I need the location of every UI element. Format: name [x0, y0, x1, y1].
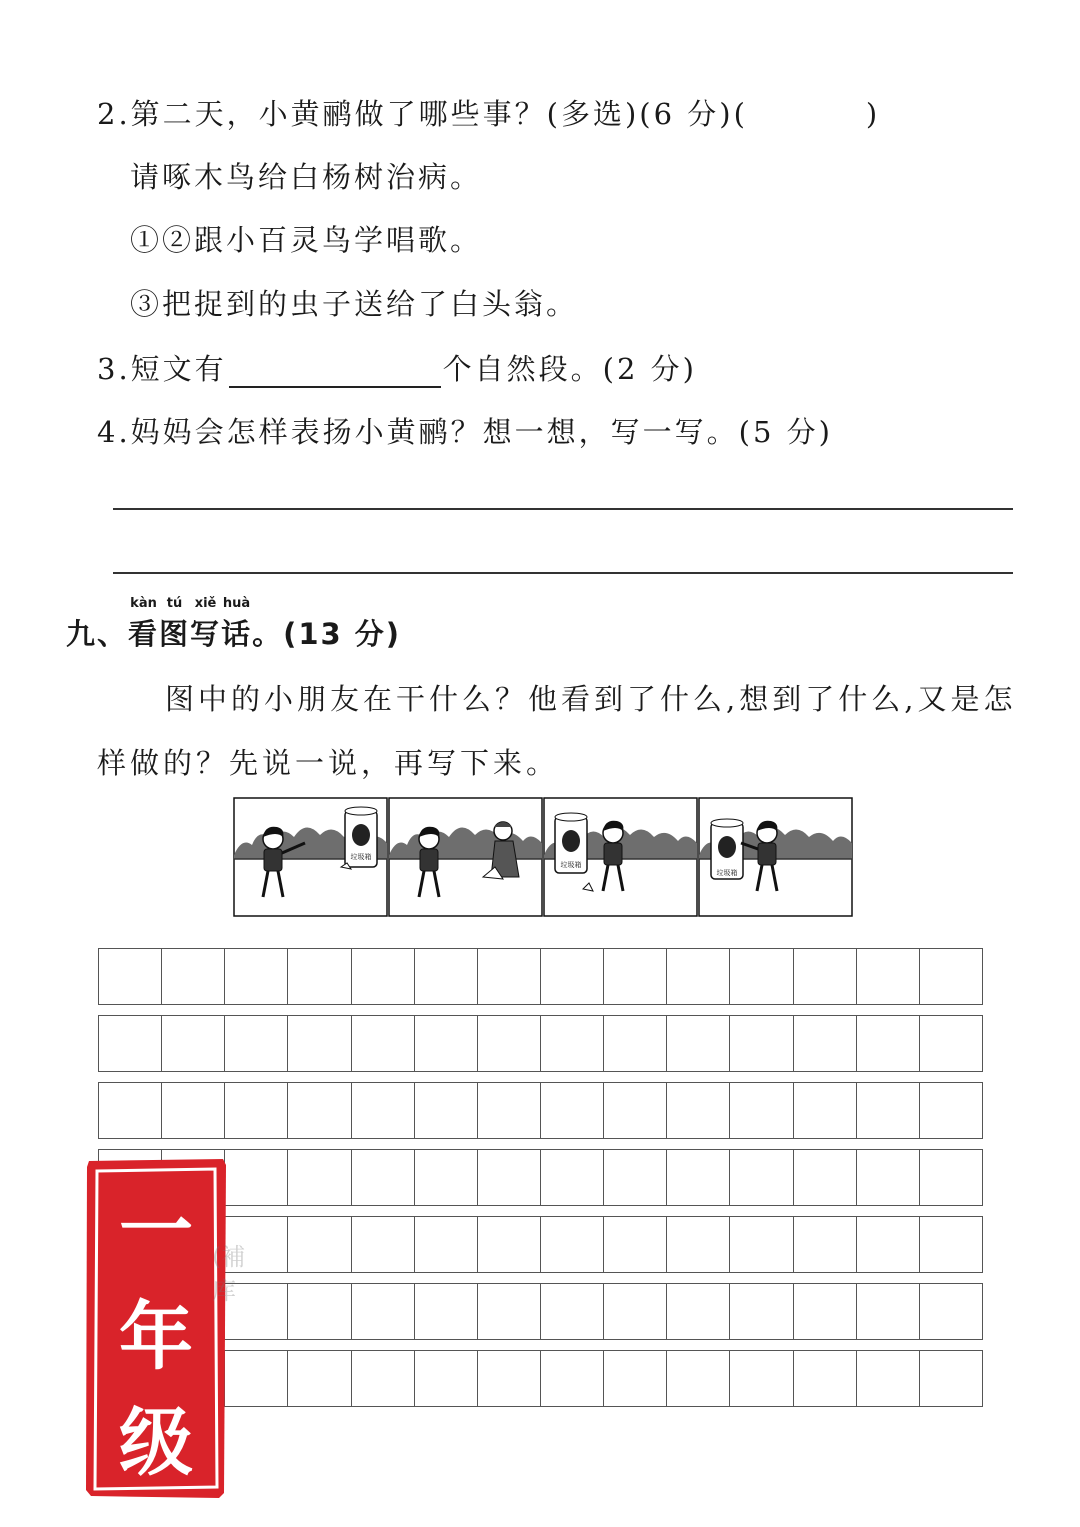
grid-cell[interactable]: [288, 1351, 351, 1406]
grid-cell[interactable]: [920, 1351, 982, 1406]
section-9-prefix: 九、: [66, 617, 129, 651]
seal-char-3: 级: [119, 1400, 193, 1486]
grid-cell[interactable]: [162, 949, 225, 1004]
prompt-line-1: 图中的小朋友在干什么？他看到了什么,想到了什么,又是怎: [165, 682, 1017, 716]
grid-cell[interactable]: [604, 1016, 667, 1071]
grid-cell[interactable]: [415, 1284, 478, 1339]
question-2: [97, 92, 880, 133]
answer-line-2[interactable]: [113, 572, 1013, 574]
seal-char-1: 一: [119, 1188, 193, 1274]
option-1: 请啄木鸟给白杨树治病。: [130, 160, 483, 194]
grid-cell[interactable]: [352, 1351, 415, 1406]
comic-panel-2: [389, 798, 542, 916]
grid-cell[interactable]: [857, 1284, 920, 1339]
grid-cell[interactable]: [604, 1351, 667, 1406]
grid-cell[interactable]: [225, 949, 288, 1004]
grid-cell[interactable]: [478, 1351, 541, 1406]
question-3: [97, 347, 697, 388]
grid-cell[interactable]: [415, 1083, 478, 1138]
pinyin-1: kàn: [130, 596, 157, 611]
grid-cell[interactable]: [288, 1016, 351, 1071]
grid-cell[interactable]: [730, 1150, 793, 1205]
grid-cell[interactable]: [541, 1016, 604, 1071]
grid-cell[interactable]: [794, 1284, 857, 1339]
watermark: (補 库: [212, 1243, 246, 1305]
comic-panel-4: [699, 798, 852, 916]
grid-cell[interactable]: [99, 1083, 162, 1138]
title-char-1: kàn 看: [128, 596, 160, 651]
grid-cell[interactable]: [415, 1217, 478, 1272]
question-2-close: ): [865, 97, 881, 131]
grid-cell[interactable]: [920, 1083, 982, 1138]
grid-cell[interactable]: [857, 1217, 920, 1272]
grid-cell[interactable]: [225, 1016, 288, 1071]
grid-cell[interactable]: [920, 1016, 982, 1071]
svg-text:垃圾箱: 垃圾箱: [716, 869, 738, 877]
grid-cell[interactable]: [604, 1284, 667, 1339]
grid-cell[interactable]: [225, 1351, 288, 1406]
question-2-text: 2.第二天，小黄鹂做了哪些事？(多选)(6 分)(: [97, 97, 748, 131]
writing-grid[interactable]: [98, 948, 983, 1417]
option-2: ①②跟小百灵鸟学唱歌。: [130, 223, 483, 257]
grid-cell[interactable]: [288, 949, 351, 1004]
grid-cell[interactable]: [667, 949, 730, 1004]
grid-row: [98, 948, 983, 1005]
pinyin-3: xiě: [194, 596, 217, 611]
grid-cell[interactable]: [478, 1217, 541, 1272]
grid-cell[interactable]: [352, 1284, 415, 1339]
pinyin-2: tú: [166, 596, 183, 611]
grid-cell[interactable]: [99, 949, 162, 1004]
answer-line-1[interactable]: [113, 508, 1013, 510]
grid-cell[interactable]: [730, 1284, 793, 1339]
grid-cell[interactable]: [857, 1016, 920, 1071]
grid-cell[interactable]: [288, 1150, 351, 1205]
grid-cell[interactable]: [730, 949, 793, 1004]
grid-cell[interactable]: [794, 1150, 857, 1205]
title-char-4: huà 话: [221, 596, 253, 651]
grid-row: [98, 1149, 983, 1206]
grid-cell[interactable]: [415, 1351, 478, 1406]
grid-cell[interactable]: [352, 1083, 415, 1138]
grid-cell[interactable]: [667, 1284, 730, 1339]
grid-cell[interactable]: [478, 1284, 541, 1339]
grid-cell[interactable]: [857, 1150, 920, 1205]
question-3-after: 个自然段。(2 分): [442, 352, 697, 386]
grid-cell[interactable]: [604, 1150, 667, 1205]
grid-cell[interactable]: [478, 949, 541, 1004]
grid-cell[interactable]: [920, 1217, 982, 1272]
seal-text: [83, 1160, 229, 1495]
section-9-heading: [66, 596, 402, 653]
grid-cell[interactable]: [478, 1083, 541, 1138]
grid-cell[interactable]: [794, 949, 857, 1004]
prompt-line-2: 样做的？先说一说，再写下来。: [97, 746, 560, 780]
grid-row: [98, 1082, 983, 1139]
grid-cell[interactable]: [162, 1016, 225, 1071]
grid-cell[interactable]: [541, 1351, 604, 1406]
grid-cell[interactable]: [604, 1083, 667, 1138]
grid-cell[interactable]: [920, 1284, 982, 1339]
grid-cell[interactable]: [667, 1351, 730, 1406]
grid-cell[interactable]: [288, 1284, 351, 1339]
grid-cell[interactable]: [920, 949, 982, 1004]
grid-cell[interactable]: [415, 1150, 478, 1205]
grid-row: [98, 1015, 983, 1072]
grid-cell[interactable]: [730, 1083, 793, 1138]
grid-cell[interactable]: [730, 1016, 793, 1071]
grid-cell[interactable]: [794, 1083, 857, 1138]
title-char-2: tú 图: [159, 596, 191, 651]
comic-panel-1: [234, 798, 387, 916]
pinyin-4: huà: [222, 596, 251, 611]
grid-cell[interactable]: [352, 1150, 415, 1205]
grid-cell[interactable]: [352, 1217, 415, 1272]
grid-cell[interactable]: [857, 1083, 920, 1138]
grid-cell[interactable]: [667, 1016, 730, 1071]
grid-cell[interactable]: [288, 1083, 351, 1138]
seal-char-2: 年: [119, 1294, 193, 1380]
grid-cell[interactable]: [478, 1150, 541, 1205]
grid-cell[interactable]: [352, 949, 415, 1004]
question-4: 4.妈妈会怎样表扬小黄鹂？想一想，写一写。(5 分): [97, 415, 833, 449]
title-char-3: xiě 写: [190, 596, 222, 651]
grid-cell[interactable]: [352, 1016, 415, 1071]
grid-cell[interactable]: [541, 1217, 604, 1272]
grid-cell[interactable]: [415, 949, 478, 1004]
grid-cell[interactable]: [541, 1083, 604, 1138]
grid-cell[interactable]: [730, 1351, 793, 1406]
grid-cell[interactable]: [288, 1217, 351, 1272]
grid-cell[interactable]: [667, 1217, 730, 1272]
question-3-before: 3.短文有: [97, 352, 227, 386]
grid-cell[interactable]: [162, 1083, 225, 1138]
fill-blank[interactable]: [229, 356, 441, 388]
grid-cell[interactable]: [857, 1351, 920, 1406]
grid-cell[interactable]: [415, 1016, 478, 1071]
grid-cell[interactable]: [857, 949, 920, 1004]
grid-cell[interactable]: [604, 1217, 667, 1272]
grid-cell[interactable]: [667, 1083, 730, 1138]
grid-cell[interactable]: [99, 1016, 162, 1071]
section-9-suffix: 。(13 分): [252, 617, 402, 651]
grid-cell[interactable]: [225, 1083, 288, 1138]
grid-row: [98, 1350, 983, 1407]
comic-panel-3: [544, 798, 697, 916]
svg-text:垃圾箱: 垃圾箱: [350, 853, 372, 861]
grid-cell[interactable]: [225, 1150, 288, 1205]
grid-cell[interactable]: [541, 1284, 604, 1339]
grid-cell[interactable]: [920, 1150, 982, 1205]
comic-strip: [233, 797, 854, 917]
grid-cell[interactable]: [794, 1217, 857, 1272]
grid-cell[interactable]: [604, 949, 667, 1004]
grid-cell[interactable]: [794, 1016, 857, 1071]
grid-cell[interactable]: [478, 1016, 541, 1071]
grid-cell[interactable]: [667, 1150, 730, 1205]
grid-cell[interactable]: [541, 1150, 604, 1205]
svg-text:垃圾箱: 垃圾箱: [560, 861, 582, 869]
grid-cell[interactable]: [730, 1217, 793, 1272]
grid-cell[interactable]: [794, 1351, 857, 1406]
option-3: ③把捉到的虫子送给了白头翁。: [130, 287, 579, 321]
grid-cell[interactable]: [541, 949, 604, 1004]
